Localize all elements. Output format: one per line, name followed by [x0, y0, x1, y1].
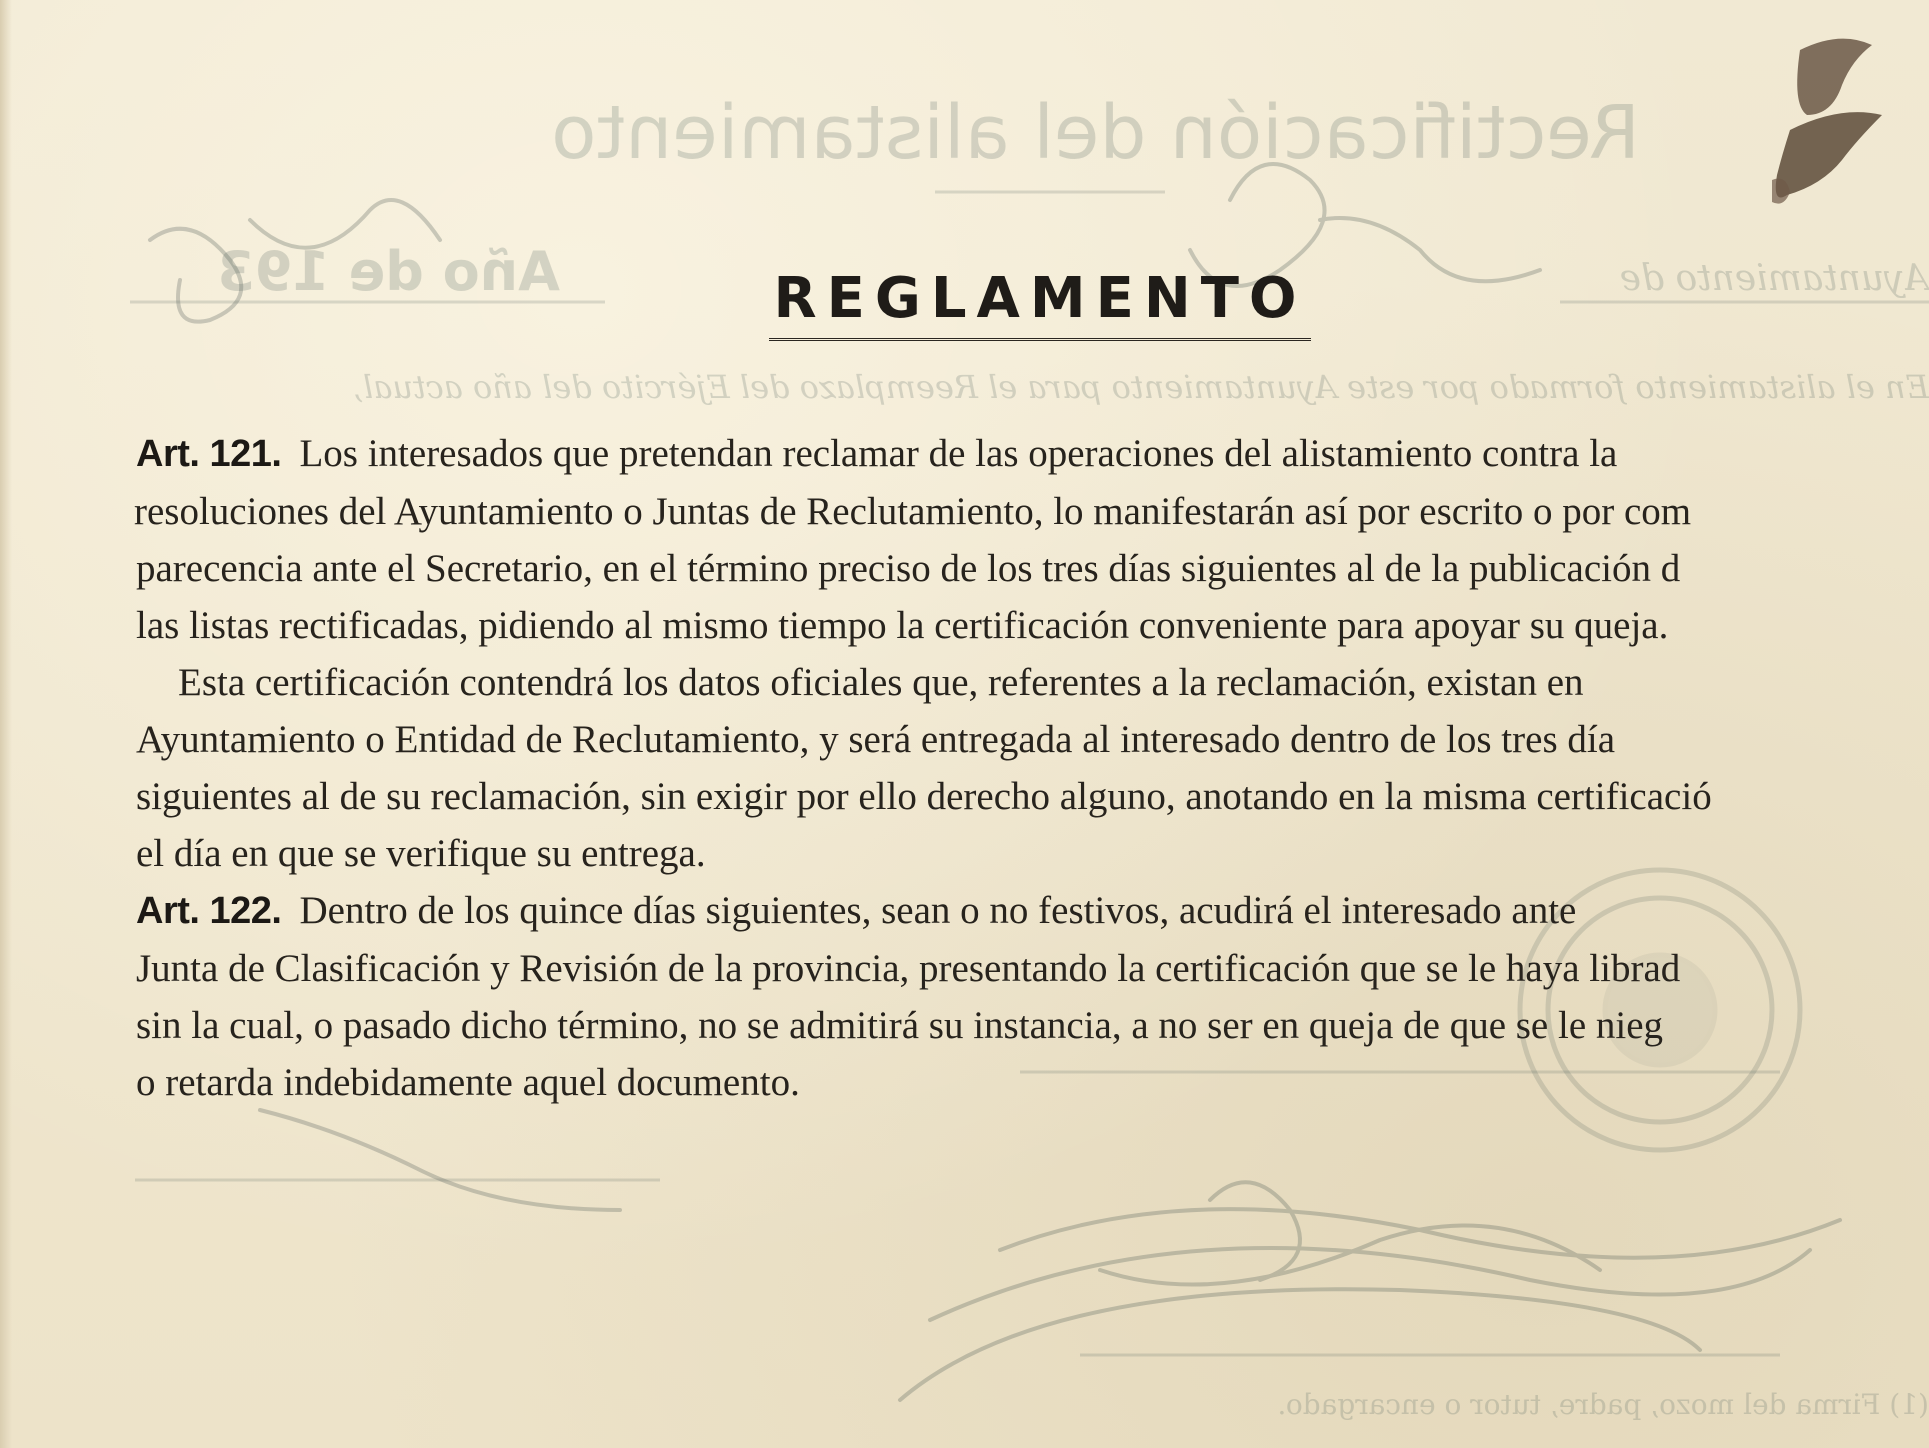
text-line: Los interesados que pretendan reclamar de las operaciones del alistamiento contra la: [299, 432, 1618, 475]
text-line: parecencia ante el Secretario, en el término preciso de los tres días siguientes al de la publicación d: [136, 547, 1681, 590]
bleed-title: Rectificación del alistamiento: [551, 90, 1640, 176]
text-line: el día en que se verifique su entrega.: [136, 832, 706, 875]
text-line: sin la cual, o pasado dicho término, no se admitirá su instancia, a no ser en queja de que se le nieg: [136, 1004, 1664, 1047]
text-line: Esta certificación contendrá los datos oficiales que, referentes a la reclamación, existan en: [178, 661, 1584, 704]
bleed-ayuntamiento: Ayuntamiento de: [1619, 258, 1929, 299]
heading-container: [0, 268, 1929, 341]
page-title: REGLAMENTO: [769, 268, 1310, 341]
text-line: Junta de Clasificación y Revisión de la provincia, presentando la certificación que se le haya librad: [136, 947, 1681, 990]
article-label: Art. 121.: [136, 433, 282, 475]
corner-stains: [1772, 39, 1882, 204]
article-label: Art. 122.: [136, 890, 282, 932]
text-line: Ayuntamiento o Entidad de Reclutamiento, y será entregada al interesado dentro de los tres día: [136, 718, 1616, 761]
text-line: resoluciones del Ayuntamiento o Juntas de Reclutamiento, lo manifestarán así por escrito o por com: [134, 490, 1692, 533]
regulation-text: [136, 425, 1929, 1111]
text-line: las listas rectificadas, pidiendo al mismo tiempo la certificación conveniente para apoyar su queja.: [136, 604, 1669, 647]
bleed-bottom-note: (1) Firma del mozo, padre, tutor o encargado.: [1277, 1388, 1929, 1421]
paragraph-art-122: [136, 882, 1929, 1111]
text-line: o retarda indebidamente aquel documento.: [136, 1061, 800, 1104]
paragraph-certificacion: [136, 654, 1929, 882]
bleed-year: Año de 193: [217, 240, 560, 303]
paragraph-art-121: [136, 425, 1929, 654]
text-line: siguientes al de su reclamación, sin exigir por ello derecho alguno, anotando en la misma certificació: [136, 775, 1712, 818]
bleed-line: En el alistamiento formado por este Ayuntamiento para el Reemplazo del Ejército del año actual,: [352, 368, 1929, 406]
text-line: Dentro de los quince días siguientes, sean o no festivos, acudirá el interesado ante: [299, 889, 1577, 932]
